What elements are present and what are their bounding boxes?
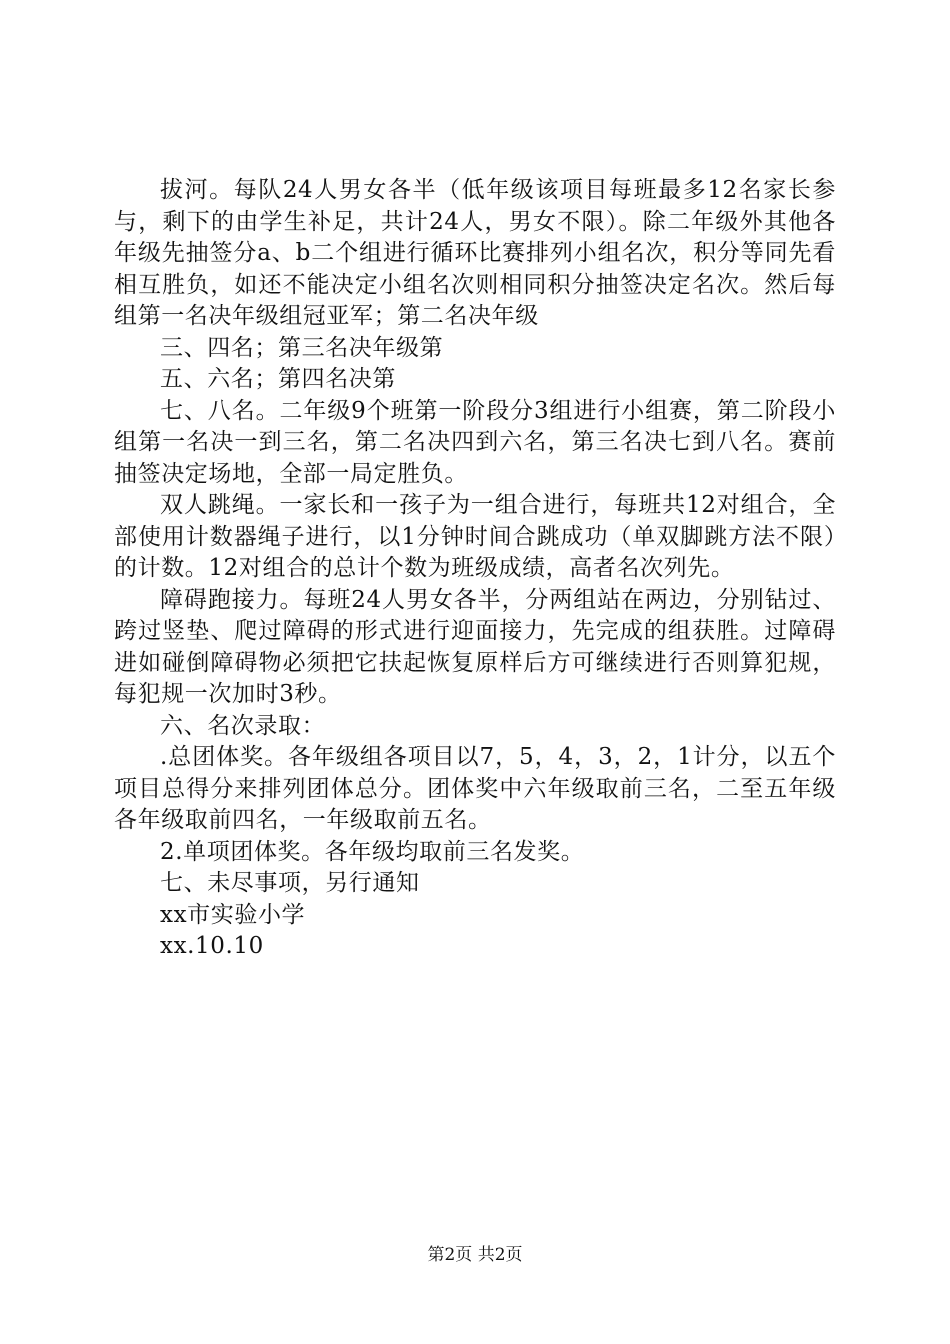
- signature-school-name: xx市实验小学: [160, 901, 306, 928]
- signature-date: xx.10.10: [160, 933, 264, 959]
- paragraph-double-rope-skipping: 双人跳绳。一家长和一孩子为一组合进行，每班共12对组合，全部使用计数器绳子进行，以1分钟时间合跳成功（单双脚跳方法不限）的计数。12对组合的总计个数为班级成绩，高者名次列先。: [114, 492, 836, 581]
- paragraph-ranking-3-4: 三、四名；第三名决年级第: [160, 334, 444, 361]
- paragraph-ranking-5-6: 五、六名；第四名决第: [160, 366, 396, 392]
- paragraph-tug-of-war: 拔河。每队24人男女各半（低年级该项目每班最多12名家长参与，剩下的由学生补足，共计24人，男女不限）。除二年级外其他各年级先抽签分a、b二个组进行循环比赛排列小组名次，积分等同先看相互胜负，如还不能决定小组名次则相同积分抽签决定名次。然后每组第一名决年级组冠亚军；第二名决年级: [114, 177, 836, 329]
- document-body: [114, 175, 836, 963]
- paragraph-overall-team-award: .总团体奖。各年级组各项目以7，5，4，3，2，1计分，以五个项目总得分来排列团体总分。团体奖中六年级取前三名，二至五年级各年级取前四名，一年级取前五名。: [114, 744, 836, 833]
- paragraph-single-event-award: 2.单项团体奖。各年级均取前三名发奖。: [160, 838, 585, 865]
- paragraph-obstacle-relay: 障碍跑接力。每班24人男女各半，分两组站在两边，分别钻过、跨过竖垫、爬过障碍的形式进行迎面接力，先完成的组获胜。过障碍进如碰倒障碍物必须把它扶起恢复原样后方可继续进行否则算犯规，每犯规一次加时3秒。: [114, 586, 836, 707]
- section-heading-other-matters: 七、未尽事项，另行通知: [160, 870, 420, 896]
- page-footer: 第2页 共2页: [427, 1245, 523, 1265]
- paragraph-ranking-7-8: 七、八名。二年级9个班第一阶段分3组进行小组赛，第二阶段小组第一名决一到三名，第二名决四到六名，第三名决七到八名。赛前抽签决定场地，全部一局定胜负。: [114, 397, 836, 487]
- section-heading-ranking: 六、名次录取：: [160, 712, 326, 739]
